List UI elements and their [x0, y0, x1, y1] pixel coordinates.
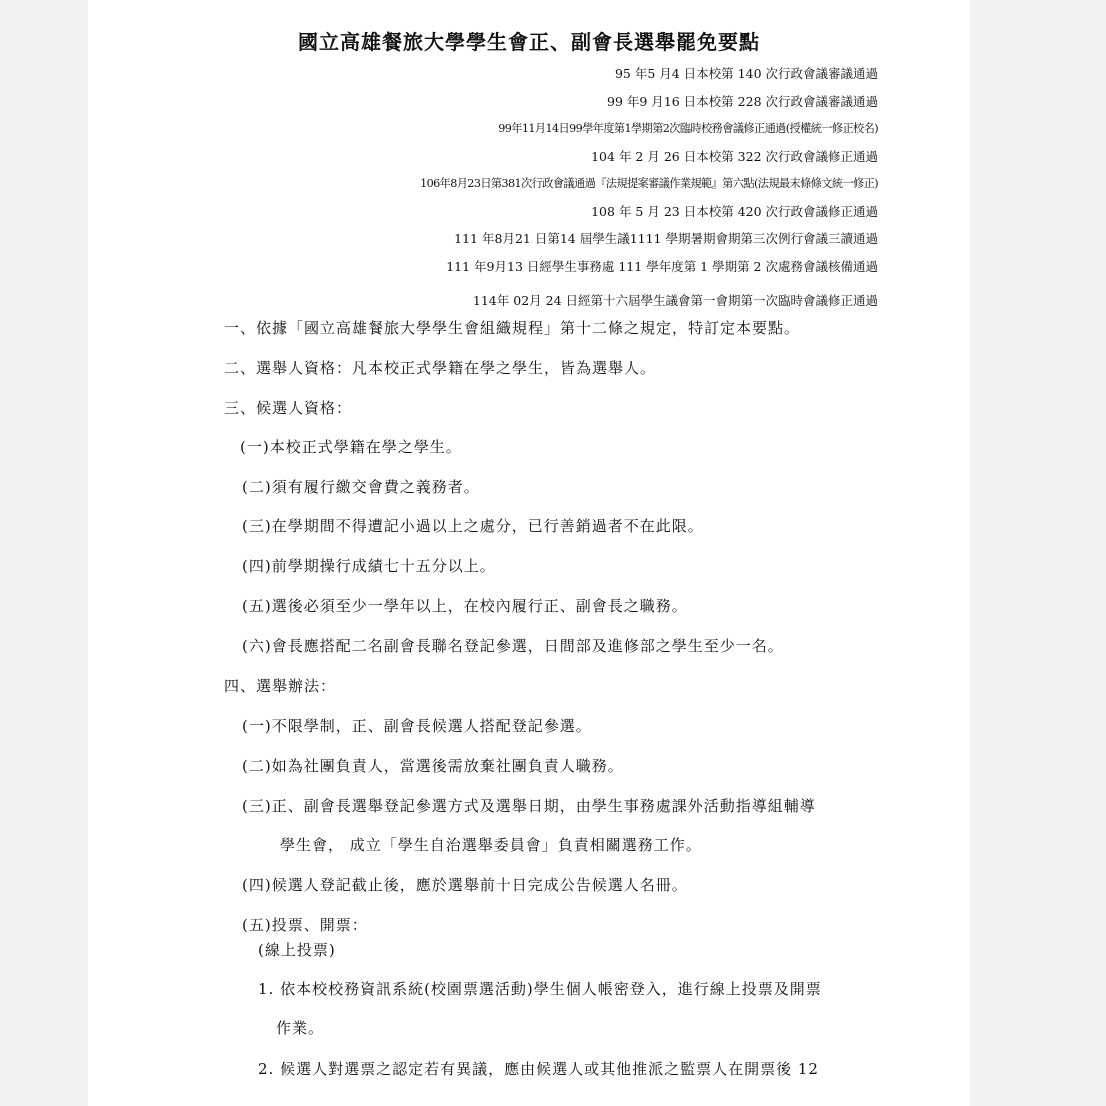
section-4-item-2: (二)如為社團負責人，當選後需放棄社團負責人職務。 — [242, 757, 624, 775]
section-4-item-4: (四)候選人登記截止後，應於選舉前十日完成公告候選人名冊。 — [242, 876, 688, 894]
section-3-item-5: (五)選後必須至少一學年以上，在校內履行正、副會長之職務。 — [242, 597, 688, 615]
section-3-item-4: (四)前學期操行成績七十五分以上。 — [242, 557, 496, 575]
section-1: 一、依據「國立高雄餐旅大學學生會組織規程」第十二條之規定，特訂定本要點。 — [224, 319, 801, 337]
history-line: 114年 02月 24 日經第十六屆學生議會第一會期第一次臨時會議修正通過 — [472, 293, 878, 308]
document-page — [88, 0, 970, 1106]
section-2: 二、選舉人資格：凡本校正式學籍在學之學生，皆為選舉人。 — [224, 359, 657, 377]
section-3-item-3: (三)在學期間不得遭記小過以上之處分，已行善銷過者不在此限。 — [242, 517, 704, 535]
section-3-item-1: (一)本校正式學籍在學之學生。 — [240, 438, 462, 456]
history-line: 99年11月14日99學年度第1學期第2次臨時校務會議修正通過(授權統一修正校名) — [498, 122, 878, 135]
history-line: 99 年9 月16 日本校第 228 次行政會議審議通過 — [607, 93, 878, 109]
section-4-item-3-continued: 學生會， 成立「學生自治選舉委員會」負責相關選務工作。 — [280, 836, 702, 854]
history-line: 106年8月23日第381次行政會議通過『法規提案審議作業規範』第六點(法規最末條條文統一修正) — [420, 177, 878, 190]
section-4-item-5: (五)投票、開票： — [242, 916, 368, 934]
history-line: 111 年9月13 日經學生事務處 111 學年度第 1 學期第 2 次處務會議核備通過 — [446, 258, 878, 274]
section-4-item-3: (三)正、副會長選舉登記參選方式及選舉日期，由學生事務處課外活動指導組輔導 — [242, 797, 816, 815]
online-voting-label: (線上投票) — [258, 941, 336, 959]
section-3-heading: 三、候選人資格： — [224, 399, 353, 417]
section-3-item-2: (二)須有履行繳交會費之義務者。 — [242, 478, 480, 496]
history-line: 95 年5 月4 日本校第 140 次行政會議審議通過 — [614, 66, 878, 81]
history-line: 111 年8月21 日第14 屆學生議1111 學期暑期會期第三次例行會議三讀通過 — [454, 231, 878, 246]
history-line: 108 年 5 月 23 日本校第 420 次行政會議修正通過 — [591, 203, 878, 219]
history-line: 104 年 2 月 26 日本校第 322 次行政會議修正通過 — [591, 148, 878, 164]
amendment-history — [88, 60, 878, 315]
document-title: 國立高雄餐旅大學學生會正、副會長選舉罷免要點 — [298, 30, 760, 54]
section-3-item-6: (六)會長應搭配二名副會長聯名登記參選，日間部及進修部之學生至少一名。 — [242, 637, 784, 655]
section-4-heading: 四、選舉辦法： — [224, 677, 337, 695]
voting-item-1-continued: 作業。 — [276, 1019, 325, 1037]
voting-item-2: 2. 候選人對選票之認定若有異議，應由候選人或其他推派之監票人在開票後 12 — [258, 1060, 819, 1078]
voting-item-1: 1. 依本校校務資訊系統(校園票選活動)學生個人帳密登入，進行線上投票及開票 — [258, 980, 822, 998]
section-4-item-1: (一)不限學制，正、副會長候選人搭配登記參選。 — [242, 717, 592, 735]
